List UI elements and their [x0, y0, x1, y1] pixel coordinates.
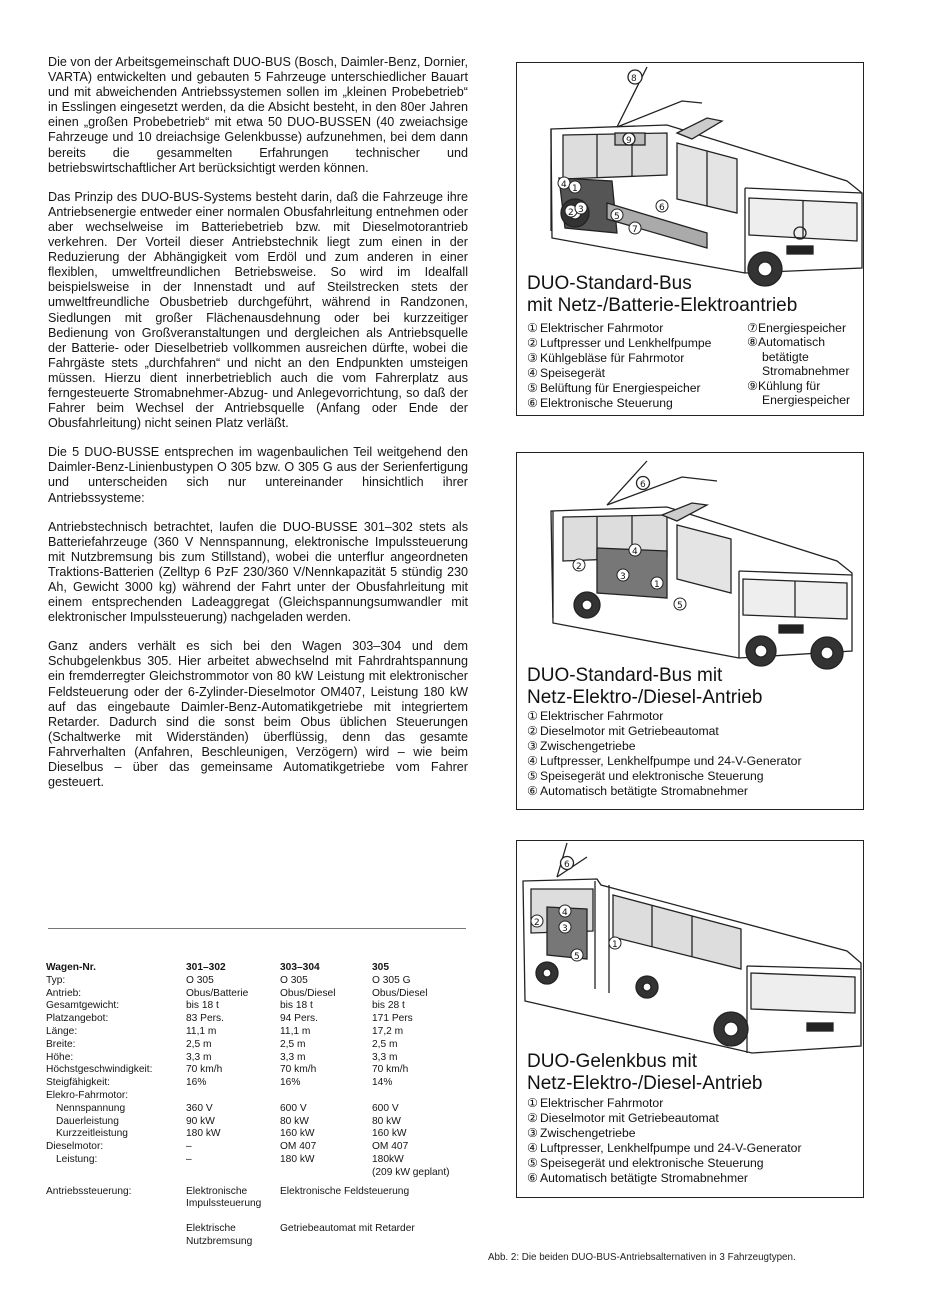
table-cell: –: [186, 1141, 192, 1153]
table-row: [46, 1013, 466, 1026]
legend-item: [527, 336, 711, 351]
table-cell: 11,1 m: [186, 1025, 217, 1037]
legend-item: [527, 754, 802, 769]
legend-text: Zwischengetriebe: [540, 739, 636, 753]
table-row: Nutzbremsung: [186, 1235, 253, 1247]
svg-text:5: 5: [574, 952, 580, 962]
legend-number: ④: [527, 1141, 538, 1155]
table-cell: 180kW: [372, 1153, 404, 1165]
table-cell: Länge:: [46, 1025, 78, 1037]
paragraph-5: Ganz anders verhält es sich bei den Wagen 303–304 und dem Schubgelenkbus 305. Hier arbeitet abwechselnd mit Fahrdrahtspannung ein fremderregter Gleichstrommotor von 80 kW Leistung mit elektronischer Feldsteuerung oder der 6-Zylinder-Dieselmotor OM407, Leistung 180 kW auf das eingebaute Daimler-Benz-Automatikgetriebe mit integriertem Retarder. Dadurch sind die sonst beim Obus üblichen Steuerungen (Schaltwerke mit Widerständen) überflüssig, denn das gesamte Fahrverhalten (Anfahren, Beschleunigen, Verzögern) wird – wie beim Dieselbus – über das gemeinsame Automatikgetriebe vom Fahrer gesteuert.: [48, 639, 468, 790]
legend-number: ②: [527, 336, 538, 350]
legend-text-cont: Energiespeicher: [762, 393, 851, 408]
legend-text: Kühlgebläse für Fahrmotor: [540, 351, 685, 365]
table-cell: 70 km/h: [280, 1064, 317, 1076]
table-row: [46, 975, 466, 988]
legend-number: ⑦: [747, 321, 758, 335]
figure-subtitle: mit Netz-/Batterie-Elektroantrieb: [527, 295, 798, 316]
legend-number: ⑤: [527, 381, 538, 395]
legend-item: [747, 379, 850, 393]
legend-number: ④: [527, 366, 538, 380]
table-row: Antriebssteuerung: Elektronische Elektronische Feldsteuerung: [46, 1185, 410, 1197]
figure-subtitle: Netz-Elektro-/Diesel-Antrieb: [527, 1073, 763, 1094]
svg-text:2: 2: [576, 562, 582, 572]
legend-text: Belüftung für Energiespeicher: [540, 381, 701, 395]
table-cell: 94 Pers.: [280, 1013, 318, 1025]
table-cell: Höchstgeschwindigkeit:: [46, 1064, 153, 1076]
table-cell: (209 kW geplant): [372, 1166, 450, 1178]
table-cell: Antrieb:: [46, 987, 82, 999]
legend-number: ⑥: [527, 1171, 538, 1185]
table-cell: Leistung:: [56, 1153, 98, 1165]
table-cell: 70 km/h: [186, 1064, 223, 1076]
legend-number: ①: [527, 1096, 538, 1110]
table-cell: 171 Pers: [372, 1013, 413, 1025]
legend-text: Elektronische Steuerung: [540, 396, 673, 410]
table-row: [46, 1000, 466, 1013]
table-cell: 14%: [372, 1077, 393, 1089]
table-cell: O 305: [280, 974, 308, 986]
table-cell: 3,3 m: [280, 1051, 306, 1063]
legend-item: [527, 769, 802, 784]
legend-text: Automatisch: [757, 335, 825, 350]
legend: [527, 1096, 802, 1186]
table-cell: 2,5 m: [280, 1038, 306, 1050]
legend: [527, 709, 802, 799]
legend-item: [527, 1156, 802, 1171]
table-cell: –: [186, 1153, 192, 1165]
figure-title: DUO-Standard-Bus: [527, 273, 692, 294]
svg-text:5: 5: [614, 212, 620, 222]
legend-text-cont: Stromabnehmer: [762, 364, 850, 379]
table-row: [46, 1141, 466, 1154]
legend-number: ②: [527, 724, 538, 738]
table-cell: OM 407: [280, 1141, 317, 1153]
table-cell: bis 28 t: [372, 1000, 405, 1012]
legend-text: Luftpresser, Lenkhelfpumpe und 24-V-Generator: [540, 1141, 802, 1155]
table-cell: Typ:: [46, 974, 66, 986]
table-row: [46, 1052, 466, 1065]
table-cell: Obus/Batterie: [186, 987, 249, 999]
legend-number: ①: [527, 709, 538, 723]
table-row: [46, 1064, 466, 1077]
legend-number: ③: [527, 351, 538, 365]
table-cell: 3,3 m: [186, 1051, 212, 1063]
legend-text: Zwischengetriebe: [540, 1126, 636, 1140]
legend-left: [527, 321, 711, 411]
table-row: [46, 1103, 466, 1116]
legend-item: [527, 784, 802, 799]
table-cell: 360 V: [186, 1102, 213, 1114]
svg-text:4: 4: [632, 547, 638, 557]
article-text: [48, 55, 468, 804]
table-header: Wagen-Nr. 301–302 303–304 305: [46, 962, 389, 973]
table-cell: OM 407: [372, 1141, 409, 1153]
legend-text: Kühlung für: [757, 378, 821, 393]
legend-text: Dieselmotor mit Getriebeautomat: [540, 1111, 719, 1125]
table-cell: 80 kW: [280, 1115, 309, 1127]
legend-text: Elektrischer Fahrmotor: [540, 321, 664, 335]
legend-item: [527, 351, 711, 366]
table-cell: 17,2 m: [372, 1025, 404, 1037]
svg-text:8: 8: [631, 74, 637, 84]
table-cell: 70 km/h: [372, 1064, 409, 1076]
table-cell: 90 kW: [186, 1115, 215, 1127]
legend-item: [527, 1141, 802, 1156]
table-cell: Platzangebot:: [46, 1013, 109, 1025]
table-cell: 2,5 m: [372, 1038, 398, 1050]
table-cell: 600 V: [280, 1102, 307, 1114]
legend-item: [527, 709, 802, 724]
legend-number: ③: [527, 739, 538, 753]
legend-text: Dieselmotor mit Getriebeautomat: [540, 724, 719, 738]
table-cell: 80 kW: [372, 1115, 401, 1127]
legend-number: ⑥: [527, 784, 538, 798]
legend-number: ②: [527, 1111, 538, 1125]
table-cell: 16%: [280, 1077, 301, 1089]
legend-item: [527, 321, 711, 336]
svg-text:3: 3: [578, 205, 584, 215]
table-cell: Nennspannung: [56, 1102, 126, 1114]
legend-item: [527, 381, 711, 396]
table-cell: O 305 G: [372, 974, 411, 986]
figure-caption: Abb. 2: Die beiden DUO-BUS-Antriebsalternativen in 3 Fahrzeugtypen.: [488, 1252, 796, 1263]
svg-text:1: 1: [654, 580, 660, 590]
figure-standard-bus-diesel: [516, 452, 864, 810]
table-row: [46, 1167, 466, 1180]
legend-number: ⑥: [527, 396, 538, 410]
table-cell: Obus/Diesel: [280, 987, 336, 999]
table-cell: Gesamtgewicht:: [46, 1000, 120, 1012]
divider: [48, 928, 466, 929]
legend-text: Speisegerät und elektronische Steuerung: [540, 769, 764, 783]
table-cell: 2,5 m: [186, 1038, 212, 1050]
legend-text-cont: betätigte: [762, 349, 809, 364]
paragraph-3: Die 5 DUO-BUSSE entsprechen im wagenbaulichen Teil weitgehend den Daimler-Benz-Linienbustypen O 305 bzw. O 305 G aus der Serienfertigung und unterscheiden sich nur untereinander hinsichtlich ihrer Antriebssysteme:: [48, 445, 468, 505]
table-row: Elektrische Getriebeautomat mit Retarder: [186, 1223, 415, 1235]
table-cell: Obus/Diesel: [372, 987, 428, 999]
svg-text:9: 9: [626, 136, 632, 146]
svg-text:1: 1: [572, 184, 578, 194]
svg-text:7: 7: [632, 225, 638, 235]
table-cell: Elekro-Fahrmotor:: [46, 1089, 129, 1101]
table-row: [46, 1026, 466, 1039]
legend-text: Speisegerät und elektronische Steuerung: [540, 1156, 764, 1170]
legend-item: [527, 366, 711, 381]
svg-text:4: 4: [561, 180, 567, 190]
table-cell: Steigfähigkeit:: [46, 1077, 110, 1089]
table-cell: 3,3 m: [372, 1051, 398, 1063]
svg-text:1: 1: [612, 940, 618, 950]
legend-text: Luftpresser und Lenkhelfpumpe: [540, 336, 712, 350]
table-row: [46, 988, 466, 1001]
table-cell: 83 Pers.: [186, 1013, 224, 1025]
table-cell: 11,1 m: [280, 1025, 311, 1037]
table-cell: Dieselmotor:: [46, 1141, 104, 1153]
paragraph-2: Das Prinzip des DUO-BUS-Systems besteht darin, daß die Fahrzeuge ihre Antriebsenergie entweder einer normalen Obusfahrleitung entnehmen oder aber wechselweise im Batteriebetrieb bzw. mit Dieselmotorantrieb verkehren. Der Vorteil dieser Antriebstechnik liegt zum einen in der Reduzierung der Abhängigkeit vom Erdöl und zum anderen in einer flexiblen, umweltfreundlichen Betriebsweise. So wird im Idealfall beispielsweise in der Innenstadt und auf Steilstrecken stets der umweltfreundliche Obusbetrieb durchgeführt, während in Randzonen, Siedlungen mit großer Flächenausdehnung oder bei kurzzeitiger Bedienung von Großveranstaltungen und dergleichen als Antriebsquelle der Batterie- oder Dieselbetrieb vollkommen ausreichen dürfte, wobei die Fahrgäste stets „durchfahren“ und nicht an den Endpunkten umsteigen müssen. Hierzu dient innerbetrieblich auch die vom Fahrerplatz aus ferngesteuerte Stromabnehmer-Abzug- und Anlegevorrichtung, so daß der Fahrer beim Wechsel der Antriebsquelle (Anfang oder Ende der Obusfahrleitung) nicht seinen Platz verläßt.: [48, 189, 468, 431]
table-cell: 160 kW: [280, 1128, 315, 1140]
table-cell: bis 18 t: [280, 1000, 313, 1012]
legend-number: ⑨: [747, 378, 758, 393]
table-row: [46, 1128, 466, 1141]
table-row: [46, 1090, 466, 1103]
table-cell: 180 kW: [186, 1128, 221, 1140]
table-cell: O 305: [186, 974, 214, 986]
paragraph-1: Die von der Arbeitsgemeinschaft DUO-BUS (Bosch, Daimler-Benz, Dornier, VARTA) entwickelten und gebauten 5 Fahrzeuge unterschiedlicher Bauart und mit abweichenden Antriebssystemen sollen im „kleinen Probebetrieb“ in Esslingen eingesetzt werden, da die Absicht besteht, in den 80er Jahren einen „großen Probebetrieb“ mit etwa 50 DUO-BUSSEN (40 zweiachsige Fahrzeuge und 10 dreiachsige Gelenkbusse) aufzunehmen, bei dem dann bereits die gesammelten Erfahrungen technischer und betriebswirtschaftlicher Art berücksichtigt werden können.: [48, 55, 468, 175]
legend-item: [527, 1111, 802, 1126]
table-cell: Kurzzeitleistung: [56, 1128, 128, 1140]
table-cell: 16%: [186, 1077, 207, 1089]
legend-item: [527, 1126, 802, 1141]
legend-item: [527, 396, 711, 411]
table-row: [46, 1077, 466, 1090]
legend-item: [527, 724, 802, 739]
svg-text:2: 2: [568, 208, 574, 218]
figure-title: DUO-Gelenkbus mit: [527, 1051, 697, 1072]
legend-text: Automatisch betätigte Stromabnehmer: [540, 784, 748, 798]
legend-number: ①: [527, 321, 538, 335]
legend-item: [747, 321, 850, 335]
table-row: [46, 1116, 466, 1129]
legend-text: Luftpresser, Lenkhelfpumpe und 24-V-Generator: [540, 754, 802, 768]
legend-right: [747, 321, 850, 407]
legend-text: Energiespeicher: [757, 321, 847, 335]
figure-title: DUO-Standard-Bus mit: [527, 665, 723, 686]
figure-subtitle: Netz-Elektro-/Diesel-Antrieb: [527, 687, 763, 708]
legend-item: [747, 335, 850, 349]
table-row: Impulssteuerung: [186, 1198, 262, 1210]
legend-text: Speisegerät: [540, 366, 606, 380]
table-cell: bis 18 t: [186, 1000, 219, 1012]
table-cell: Höhe:: [46, 1051, 74, 1063]
table-row: [46, 1154, 466, 1167]
legend-number: ⑤: [527, 769, 538, 783]
legend-number: ⑧: [747, 335, 758, 350]
svg-text:5: 5: [677, 601, 683, 611]
table-cell: 160 kW: [372, 1128, 407, 1140]
legend-item: [527, 1096, 802, 1111]
svg-text:6: 6: [640, 480, 646, 490]
svg-text:3: 3: [620, 572, 626, 582]
table-cell: Breite:: [46, 1038, 76, 1050]
svg-text:2: 2: [534, 918, 540, 928]
figure-articulated-bus: [516, 840, 864, 1198]
legend-item: [527, 1171, 802, 1186]
svg-text:4: 4: [562, 908, 568, 918]
legend-number: ④: [527, 754, 538, 768]
svg-text:6: 6: [564, 860, 570, 870]
legend-text: Elektrischer Fahrmotor: [540, 709, 664, 723]
table-cell: 180 kW: [280, 1153, 315, 1165]
legend-number: ③: [527, 1126, 538, 1140]
svg-text:3: 3: [562, 924, 568, 934]
legend-number: ⑤: [527, 1156, 538, 1170]
legend-item: [527, 739, 802, 754]
spec-table: [46, 962, 466, 1249]
table-cell: 600 V: [372, 1102, 399, 1114]
svg-text:6: 6: [659, 203, 665, 213]
legend-text: Automatisch betätigte Stromabnehmer: [540, 1171, 748, 1185]
legend-text: Elektrischer Fahrmotor: [540, 1096, 664, 1110]
paragraph-4: Antriebstechnisch betrachtet, laufen die DUO-BUSSE 301–302 stets als Batteriefahrzeuge (360 V Nennspannung, elektronische Impulssteuerung mit Nutzbremsung bis zum Stillstand), wobei die unterflur angeordneten Traktions-Batterien (Zelltyp 6 PzF 230/360 V/Nennkapazität 5 stündig 230 Ah, Gewicht 3000 kg) während der Fahrt unter der Obusfahrleitung mit einem entsprechenden Ladeaggregat (Gleichspannungsumwandler mit elektronischer Impulssteuerung) nachgeladen werden.: [48, 519, 468, 625]
table-row: [46, 1039, 466, 1052]
table-cell: Dauerleistung: [56, 1115, 119, 1127]
figure-standard-bus-battery: [516, 62, 864, 416]
